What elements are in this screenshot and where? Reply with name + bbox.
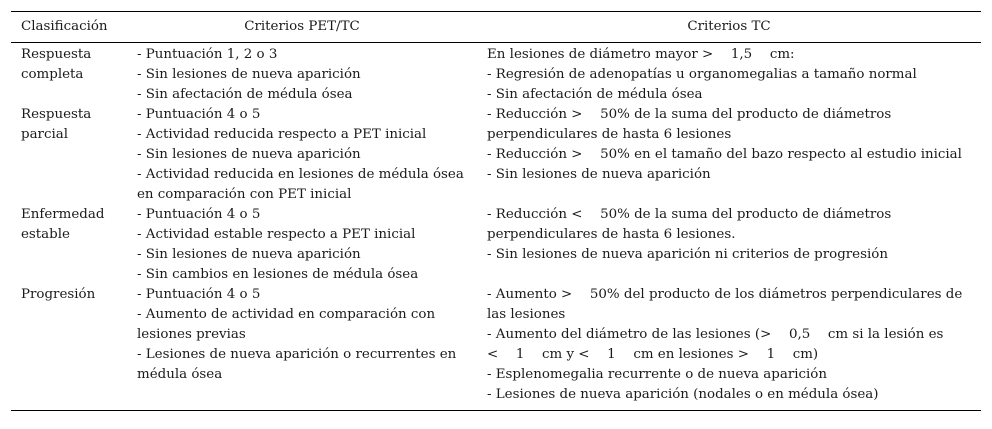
row-label-cell xyxy=(11,105,127,205)
row-label-cell xyxy=(11,285,127,411)
header-clasificacion: Clasificación xyxy=(11,12,127,43)
pet-criteria-line: - Sin cambios en lesiones de médula ósea xyxy=(137,267,419,282)
pet-criteria-line: - Puntuación 4 o 5 xyxy=(137,207,261,222)
header-criterios-pet-tc: Criterios PET/TC xyxy=(127,12,477,43)
pet-criteria-line: - Puntuación 1, 2 o 3 xyxy=(137,47,278,62)
row-label-line: estable xyxy=(21,227,70,242)
tc-criteria-cell xyxy=(477,285,981,411)
pet-criteria-line: - Puntuación 4 o 5 xyxy=(137,107,261,122)
tc-criteria-line: - Aumento del diámetro de las lesiones (> 0,5 cm si la lesión es < 1 cm y < 1 cm en lesiones > 1 cm) xyxy=(487,327,944,362)
row-label-line: Respuesta xyxy=(21,107,92,122)
pet-criteria-line: - Actividad reducida en lesiones de médula ósea en comparación con PET inicial xyxy=(137,167,464,202)
row-label-line: Respuesta xyxy=(21,47,92,62)
table-row xyxy=(11,205,981,285)
pet-criteria-line: - Sin lesiones de nueva aparición xyxy=(137,147,361,162)
tc-criteria-line: En lesiones de diámetro mayor > 1,5 cm: xyxy=(487,47,795,62)
pet-criteria-cell xyxy=(127,43,477,106)
pet-criteria-line: - Sin lesiones de nueva aparición xyxy=(137,247,361,262)
row-label-cell xyxy=(11,43,127,106)
row-label-cell xyxy=(11,205,127,285)
pet-criteria-cell xyxy=(127,105,477,205)
row-label-line: Progresión xyxy=(21,287,96,302)
tc-criteria-line: - Reducción > 50% de la suma del producto de diámetros perpendiculares de hasta 6 lesiones xyxy=(487,107,892,142)
tc-criteria-cell xyxy=(477,43,981,106)
header-row xyxy=(11,12,981,43)
pet-criteria-cell xyxy=(127,205,477,285)
tc-criteria-cell xyxy=(477,205,981,285)
criteria-table xyxy=(11,11,981,411)
tc-criteria-cell xyxy=(477,105,981,205)
tc-criteria-line: - Sin afectación de médula ósea xyxy=(487,87,703,102)
table-row xyxy=(11,105,981,205)
pet-criteria-line: - Sin lesiones de nueva aparición xyxy=(137,67,361,82)
tc-criteria-line: - Reducción > 50% en el tamaño del bazo respecto al estudio inicial xyxy=(487,147,962,162)
pet-criteria-line: - Sin afectación de médula ósea xyxy=(137,87,353,102)
pet-criteria-line: - Actividad reducida respecto a PET inicial xyxy=(137,127,427,142)
pet-criteria-line: - Lesiones de nueva aparición o recurrentes en médula ósea xyxy=(137,347,457,382)
tc-criteria-line: - Regresión de adenopatías u organomegalias a tamaño normal xyxy=(487,67,917,82)
row-label-line: parcial xyxy=(21,127,69,142)
pet-criteria-line: - Aumento de actividad en comparación con lesiones previas xyxy=(137,307,436,342)
row-label-line: completa xyxy=(21,67,84,82)
table-row xyxy=(11,285,981,411)
table-body xyxy=(11,43,981,411)
tc-criteria-line: - Aumento > 50% del producto de los diámetros perpendiculares de las lesiones xyxy=(487,287,963,322)
tc-criteria-line: - Esplenomegalia recurrente o de nueva aparición xyxy=(487,367,827,382)
pet-criteria-line: - Puntuación 4 o 5 xyxy=(137,287,261,302)
pet-criteria-line: - Actividad estable respecto a PET inicial xyxy=(137,227,416,242)
pet-criteria-cell xyxy=(127,285,477,411)
tc-criteria-line: - Reducción < 50% de la suma del producto de diámetros perpendiculares de hasta 6 lesiones. xyxy=(487,207,892,242)
tc-criteria-line: - Lesiones de nueva aparición (nodales o en médula ósea) xyxy=(487,387,879,402)
tc-criteria-line: - Sin lesiones de nueva aparición xyxy=(487,167,711,182)
tc-criteria-line: - Sin lesiones de nueva aparición ni criterios de progresión xyxy=(487,247,888,262)
header-criterios-tc: Criterios TC xyxy=(477,12,981,43)
table-row xyxy=(11,43,981,106)
row-label-line: Enfermedad xyxy=(21,207,105,222)
